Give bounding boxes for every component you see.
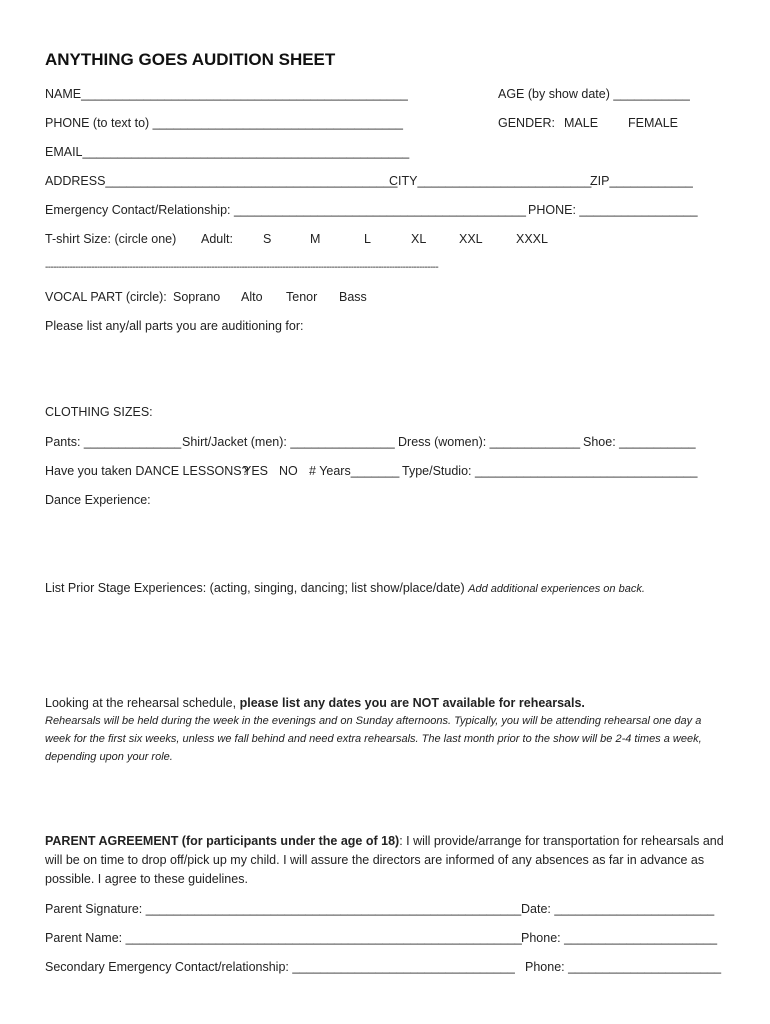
gender-female-option[interactable]: FEMALE	[628, 116, 679, 130]
parent-agreement	[45, 832, 725, 889]
emergency-contact-field[interactable]: Emergency Contact/Relationship: __________________________________________	[45, 203, 526, 217]
phone-text-field[interactable]: PHONE (to text to) ____________________________________	[45, 116, 403, 130]
city-field[interactable]: CITY_________________________	[389, 174, 592, 188]
tshirt-size-xxl[interactable]: XXL	[459, 232, 483, 246]
dance-years-field[interactable]: # Years_______	[309, 464, 400, 478]
stage-experience-prompt	[45, 580, 645, 597]
parent-phone-field[interactable]: Phone: ______________________	[521, 931, 718, 945]
dance-studio-field[interactable]: Type/Studio: ________________________________	[402, 464, 698, 478]
tshirt-adult-label: Adult:	[201, 232, 233, 246]
rehearsal-emphasis: please list any dates you are NOT available for rehearsals.	[239, 696, 585, 710]
rehearsal-note: Rehearsals will be held during the week in the evenings and on Sunday afternoons. Typically, you will be attending rehearsal one day a week for the first six weeks, unless we fall behind and need extra rehearsals. The last month prior to the show will be 2-4 times a week, depending upon your role.	[45, 715, 702, 763]
dance-experience-label: Dance Experience:	[45, 493, 151, 507]
address-field[interactable]: ADDRESS__________________________________________	[45, 174, 398, 188]
shoe-size-field[interactable]: Shoe: ___________	[583, 435, 696, 449]
stage-experience-note: Add additional experiences on back.	[468, 583, 645, 595]
tshirt-size-m[interactable]: M	[310, 232, 321, 246]
zip-field[interactable]: ZIP____________	[590, 174, 693, 188]
vocal-bass-option[interactable]: Bass	[339, 290, 367, 304]
tshirt-size-s[interactable]: S	[263, 232, 272, 246]
parent-signature-field[interactable]: Parent Signature: ______________________________________________________	[45, 902, 522, 916]
emergency-phone-field[interactable]: PHONE: _________________	[528, 203, 698, 217]
email-field[interactable]: EMAIL_______________________________________________	[45, 145, 410, 159]
vocal-part-label: VOCAL PART (circle):	[45, 290, 167, 304]
vocal-alto-option[interactable]: Alto	[241, 290, 263, 304]
rehearsal-intro: Looking at the rehearsal schedule,	[45, 696, 237, 710]
dance-no-option[interactable]: NO	[279, 464, 298, 478]
page-title: ANYTHING GOES AUDITION SHEET	[45, 50, 336, 69]
dress-size-field[interactable]: Dress (women): _____________	[398, 435, 581, 449]
tshirt-size-l[interactable]: L	[364, 232, 371, 246]
name-field[interactable]: NAME_______________________________________________	[45, 87, 408, 101]
vocal-soprano-option[interactable]: Soprano	[173, 290, 221, 304]
parent-name-field[interactable]: Parent Name: _________________________________________________________	[45, 931, 522, 945]
parent-date-field[interactable]: Date: _______________________	[521, 902, 715, 916]
secondary-phone-field[interactable]: Phone: ______________________	[525, 960, 722, 974]
divider: ------------------------------------------------------------------------------------------------------------------------------------------------	[45, 262, 439, 273]
pants-size-field[interactable]: Pants: ______________	[45, 435, 182, 449]
gender-label: GENDER:	[498, 116, 555, 130]
clothing-sizes-label: CLOTHING SIZES:	[45, 405, 153, 419]
parts-prompt: Please list any/all parts you are auditioning for:	[45, 319, 304, 333]
age-field[interactable]: AGE (by show date) ___________	[498, 87, 690, 101]
gender-male-option[interactable]: MALE	[564, 116, 599, 130]
tshirt-size-xl[interactable]: XL	[411, 232, 427, 246]
dance-yes-option[interactable]: YES	[243, 464, 269, 478]
dance-lessons-question: Have you taken DANCE LESSONS?	[45, 464, 249, 478]
vocal-tenor-option[interactable]: Tenor	[286, 290, 318, 304]
tshirt-size-xxxl[interactable]: XXXL	[516, 232, 548, 246]
secondary-contact-field[interactable]: Secondary Emergency Contact/relationship: ________________________________	[45, 960, 515, 974]
rehearsal-prompt	[45, 695, 585, 711]
tshirt-label: T-shirt Size: (circle one)	[45, 232, 177, 246]
parent-agreement-text: : I will provide/arrange for transportation for rehearsals and will be on time to drop off/pick up my child. I will assure the directors are informed of any absences as far in advance as possible. I agree to these guidelines.	[45, 834, 724, 886]
stage-experience-text: List Prior Stage Experiences: (acting, singing, dancing; list show/place/date)	[45, 581, 465, 595]
shirt-size-field[interactable]: Shirt/Jacket (men): _______________	[182, 435, 395, 449]
parent-agreement-heading: PARENT AGREEMENT (for participants under the age of 18)	[45, 834, 400, 848]
